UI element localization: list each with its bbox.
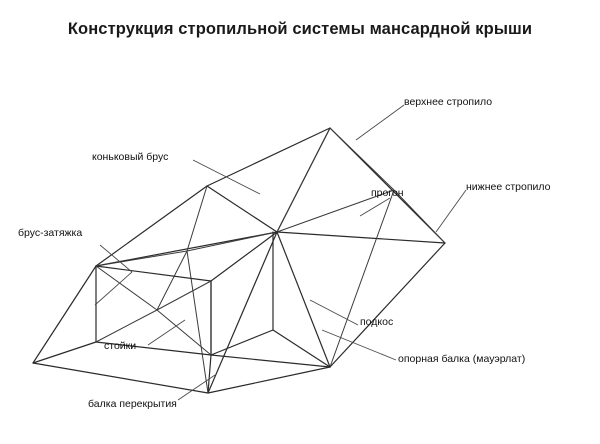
label-tie-beam: брус-затяжка xyxy=(18,227,83,239)
label-ridge-beam: коньковый брус xyxy=(92,151,169,163)
label-lower-rafter: нижнее стропило xyxy=(466,181,551,193)
label-support-beam: опорная балка (мауэрлат) xyxy=(398,353,526,365)
internal-framing xyxy=(96,128,445,393)
label-posts: стойки xyxy=(104,340,137,352)
label-upper-rafter: верхнее стропило xyxy=(404,96,493,108)
page-title: Конструкция стропильной системы мансардной крыши xyxy=(67,20,533,38)
label-strut: подкос xyxy=(360,316,394,328)
label-floor-beam: балка перекрытия xyxy=(88,398,177,410)
tie-beams-and-posts xyxy=(33,232,330,393)
label-purlin: прогон xyxy=(371,187,404,199)
